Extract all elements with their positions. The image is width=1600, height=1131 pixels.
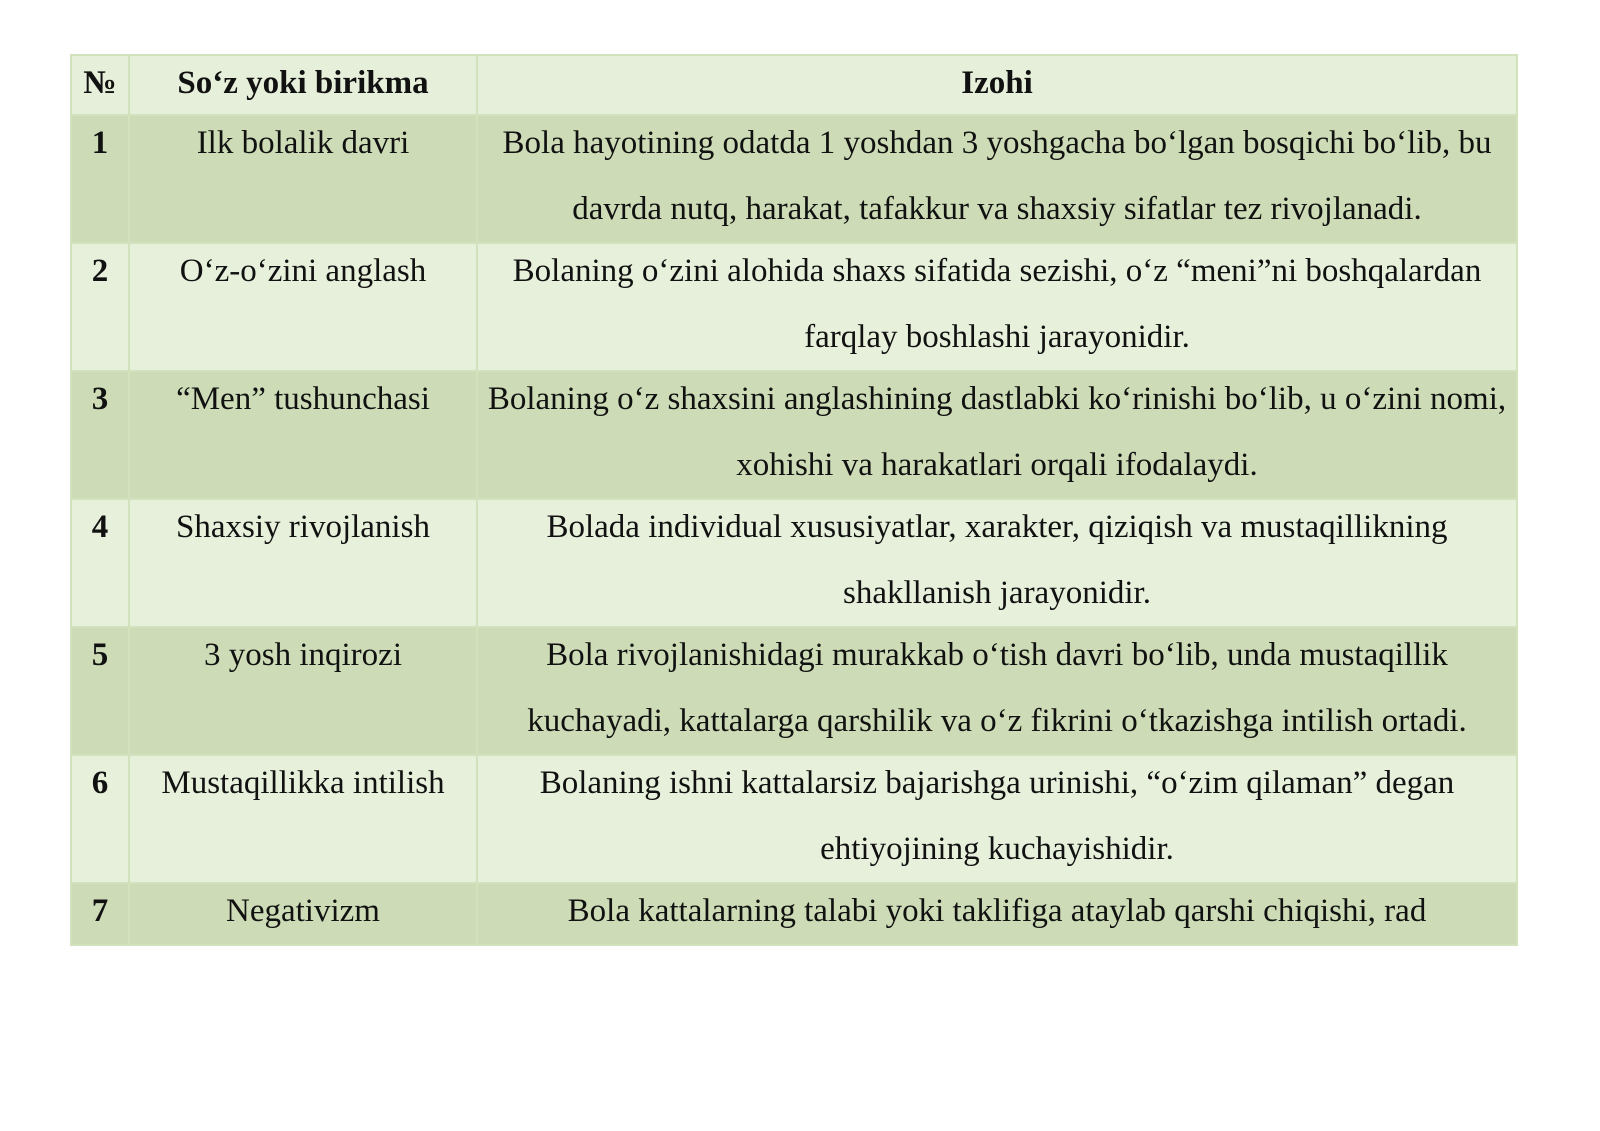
row-description-text: Bolaning o‘z shaxsini anglashining dastlabki ko‘rinishi bo‘lib, u o‘zini nomi, xohishi va harakatlari orqali ifodalaydi. bbox=[487, 381, 1507, 483]
table-row bbox=[71, 371, 1517, 499]
row-description-text: Bola hayotining odatda 1 yoshdan 3 yoshgacha bo‘lgan bosqichi bo‘lib, bu davrda nutq, harakat, tafakkur va shaxsiy sifatlar tez rivojlanadi. bbox=[502, 125, 1492, 227]
row-term bbox=[129, 371, 477, 499]
row-number-text: 3 bbox=[91, 381, 109, 417]
row-term bbox=[129, 115, 477, 243]
row-description bbox=[477, 115, 1517, 243]
row-description bbox=[477, 627, 1517, 755]
row-term bbox=[129, 627, 477, 755]
row-term-text: Negativizm bbox=[226, 893, 380, 929]
header-number: № bbox=[71, 55, 129, 115]
glossary-table bbox=[70, 54, 1518, 946]
table-row bbox=[71, 243, 1517, 371]
row-description-text: Bola rivojlanishidagi murakkab o‘tish davri bo‘lib, unda mustaqillik kuchayadi, kattalarga qarshilik va o‘z fikrini o‘tkazishga intilish ortadi. bbox=[527, 637, 1467, 739]
row-description bbox=[477, 883, 1517, 945]
row-term bbox=[129, 883, 477, 945]
table-row bbox=[71, 627, 1517, 755]
row-number-text: 1 bbox=[91, 125, 109, 161]
row-term-text: Shaxsiy rivojlanish bbox=[176, 509, 430, 545]
row-term-text: Mustaqillikka intilish bbox=[161, 765, 445, 801]
row-number bbox=[71, 883, 129, 945]
row-number-text: 5 bbox=[91, 637, 109, 673]
row-number-text: 2 bbox=[91, 253, 109, 289]
row-number bbox=[71, 755, 129, 883]
row-description bbox=[477, 371, 1517, 499]
row-number-text: 4 bbox=[91, 509, 109, 545]
row-description bbox=[477, 243, 1517, 371]
row-number-text: 7 bbox=[91, 893, 109, 929]
row-term-text: O‘z-o‘zini anglash bbox=[179, 253, 427, 289]
row-number bbox=[71, 627, 129, 755]
row-number bbox=[71, 499, 129, 627]
row-number bbox=[71, 371, 129, 499]
row-number-text: 6 bbox=[91, 765, 109, 801]
table-body bbox=[71, 115, 1517, 945]
row-term-text: 3 yosh inqirozi bbox=[204, 637, 402, 673]
row-number bbox=[71, 115, 129, 243]
table-row bbox=[71, 755, 1517, 883]
row-term bbox=[129, 755, 477, 883]
row-number bbox=[71, 243, 129, 371]
table-row bbox=[71, 883, 1517, 945]
row-description bbox=[477, 499, 1517, 627]
table-row bbox=[71, 499, 1517, 627]
header-row bbox=[71, 55, 1517, 115]
table-header bbox=[71, 55, 1517, 115]
table-row bbox=[71, 115, 1517, 243]
row-description-text: Bolada individual xususiyatlar, xarakter, qiziqish va mustaqillikning shakllanish jarayonidir. bbox=[546, 509, 1448, 611]
row-description bbox=[477, 755, 1517, 883]
header-description: Izohi bbox=[477, 55, 1517, 115]
row-term-text: Ilk bolalik davri bbox=[196, 125, 410, 161]
row-term-text: “Men” tushunchasi bbox=[176, 381, 430, 417]
row-term bbox=[129, 243, 477, 371]
header-term: So‘z yoki birikma bbox=[129, 55, 477, 115]
row-description-text: Bolaning o‘zini alohida shaxs sifatida sezishi, o‘z “meni”ni boshqalardan farqlay boshlashi jarayonidir. bbox=[512, 253, 1482, 355]
row-term bbox=[129, 499, 477, 627]
row-description-text: Bolaning ishni kattalarsiz bajarishga urinishi, “o‘zim qilaman” degan ehtiyojining kuchayishidir. bbox=[539, 765, 1455, 867]
row-description-text: Bola kattalarning talabi yoki taklifiga ataylab qarshi chiqishi, rad bbox=[567, 893, 1427, 929]
